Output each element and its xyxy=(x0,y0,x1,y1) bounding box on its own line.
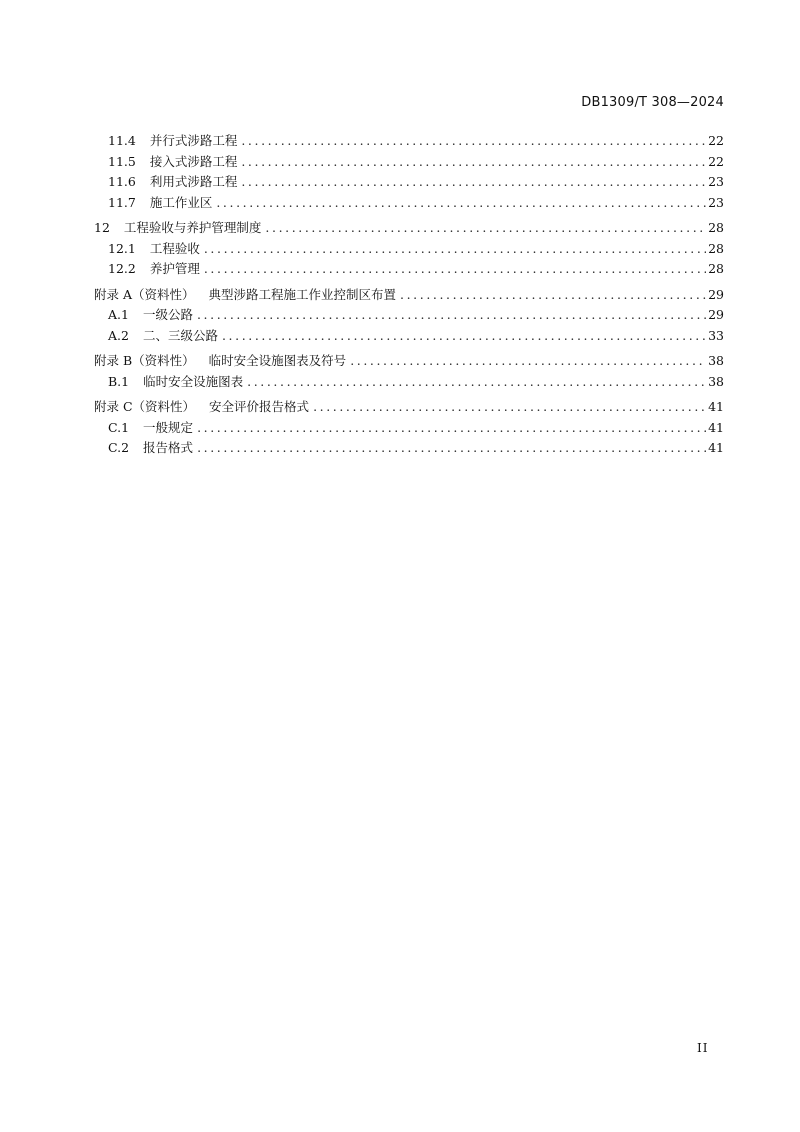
toc-page: 23 xyxy=(708,194,724,210)
toc-number: C.1 xyxy=(108,419,130,435)
toc-page: 29 xyxy=(708,307,724,322)
toc-number: 11.4 xyxy=(108,133,136,148)
toc-entry-a-1[interactable] xyxy=(94,305,724,326)
toc-entry-appendix-a[interactable] xyxy=(94,285,724,306)
dot-leader xyxy=(222,326,706,347)
toc-title: 典型涉路工程施工作业控制区布置 xyxy=(208,286,397,302)
dot-leader xyxy=(400,285,706,306)
toc-number: A.2 xyxy=(108,327,129,343)
dot-leader xyxy=(265,218,706,239)
dot-leader xyxy=(204,239,706,260)
toc-page: 38 xyxy=(708,373,724,389)
toc-number: 11.6 xyxy=(108,174,136,189)
toc-page: 41 xyxy=(708,419,724,435)
toc-number: 附录 B（资料性） xyxy=(94,353,195,368)
toc-title: 养护管理 xyxy=(149,261,200,276)
toc-page: 29 xyxy=(708,286,724,302)
toc-page: 28 xyxy=(708,240,724,256)
toc-page: 38 xyxy=(708,353,724,368)
toc-page: 28 xyxy=(708,220,724,235)
toc-entry-c-1[interactable] xyxy=(94,418,724,439)
dot-leader xyxy=(350,351,706,372)
table-of-contents xyxy=(94,131,724,459)
toc-number: 11.5 xyxy=(108,153,136,169)
toc-entry-a-2[interactable] xyxy=(94,326,724,347)
toc-number: C.2 xyxy=(108,440,130,455)
toc-entry-appendix-c[interactable] xyxy=(94,397,724,418)
dot-leader xyxy=(197,418,706,439)
dot-leader xyxy=(241,172,706,193)
toc-entry-appendix-b[interactable] xyxy=(94,351,724,372)
dot-leader xyxy=(313,397,706,418)
toc-title: 一级公路 xyxy=(142,307,193,322)
dot-leader xyxy=(216,193,706,214)
toc-page: 41 xyxy=(708,440,724,455)
toc-page: 22 xyxy=(708,153,724,169)
toc-number: 12.2 xyxy=(108,261,136,276)
toc-page: 28 xyxy=(708,261,724,276)
toc-number: 附录 A（资料性） xyxy=(94,286,195,302)
toc-entry-11-5[interactable] xyxy=(94,152,724,173)
toc-title: 临时安全设施图表 xyxy=(143,373,244,389)
toc-entry-11-4[interactable] xyxy=(94,131,724,152)
toc-entry-b-1[interactable] xyxy=(94,372,724,393)
toc-number: B.1 xyxy=(108,373,130,389)
toc-entry-12[interactable] xyxy=(94,218,724,239)
toc-title: 施工作业区 xyxy=(149,194,213,210)
toc-number: 11.7 xyxy=(108,194,136,210)
toc-page: 23 xyxy=(708,174,724,189)
toc-title: 工程验收 xyxy=(149,240,200,256)
toc-title: 报告格式 xyxy=(143,440,194,455)
page-number: II xyxy=(697,1041,709,1055)
toc-title: 接入式涉路工程 xyxy=(149,153,238,169)
document-code: DB1309/T 308—2024 xyxy=(581,95,724,110)
toc-page: 41 xyxy=(708,399,724,414)
toc-entry-12-1[interactable] xyxy=(94,239,724,260)
toc-number: 附录 C（资料性） xyxy=(94,399,196,414)
toc-title: 二、三级公路 xyxy=(142,327,218,343)
toc-entry-11-6[interactable] xyxy=(94,172,724,193)
toc-number: A.1 xyxy=(108,307,129,322)
toc-title: 临时安全设施图表及符号 xyxy=(208,353,347,368)
dot-leader xyxy=(197,438,706,459)
toc-number: 12 xyxy=(94,220,110,235)
toc-entry-11-7[interactable] xyxy=(94,193,724,214)
toc-page: 33 xyxy=(708,327,724,343)
toc-title: 安全评价报告格式 xyxy=(209,399,310,414)
toc-number: 12.1 xyxy=(108,240,136,256)
dot-leader xyxy=(241,152,706,173)
toc-title: 利用式涉路工程 xyxy=(149,174,238,189)
dot-leader xyxy=(204,259,706,280)
toc-page: 22 xyxy=(708,133,724,148)
dot-leader xyxy=(247,372,706,393)
dot-leader xyxy=(241,131,706,152)
toc-title: 一般规定 xyxy=(143,419,194,435)
toc-title: 并行式涉路工程 xyxy=(149,133,238,148)
toc-title: 工程验收与养护管理制度 xyxy=(123,220,262,235)
dot-leader xyxy=(197,305,706,326)
toc-entry-c-2[interactable] xyxy=(94,438,724,459)
toc-entry-12-2[interactable] xyxy=(94,259,724,280)
